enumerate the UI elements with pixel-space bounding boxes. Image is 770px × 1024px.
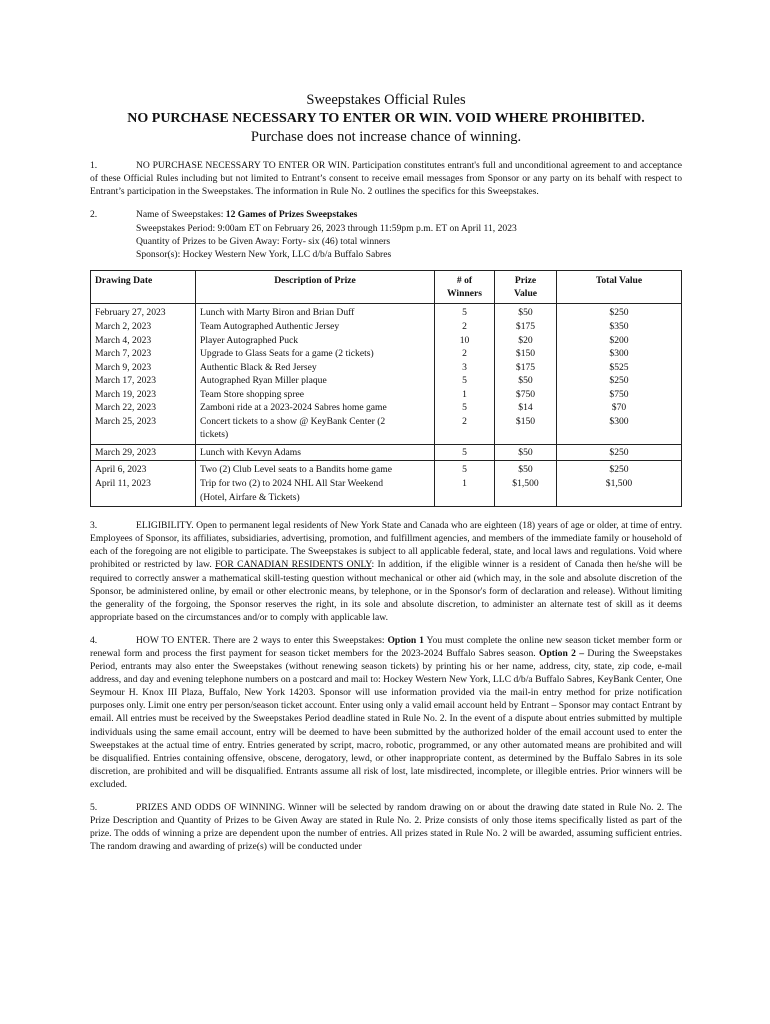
total-value: $350 bbox=[609, 321, 629, 333]
rule-3-text-b: : In addition, if the eligible winner is a resident of Canada then he/she will be required to correctly answer a mathematical skill-testing question without mechanical or other aid (which may, in the sole and absolute discretion of the Sponsor, be administered online, by email or other electronic means, by telephone, or in the Sponsor's form of declaration and release). Without limiting the generality of the forgoing, the Sponsor reserves the right, in its sole and absolute discretion, to administer an alternate test of skill as it deems appropriate based on the circumstances and/or to comply with applicable law. bbox=[90, 559, 682, 623]
prize-description: Two (2) Club Level seats to a Bandits home game bbox=[200, 464, 392, 476]
prize-description: (Hotel, Airfare & Tickets) bbox=[200, 491, 300, 503]
drawing-date: March 29, 2023 bbox=[95, 446, 157, 458]
prize-value: $20 bbox=[518, 334, 533, 346]
rule-4 bbox=[90, 634, 682, 791]
document-page bbox=[90, 92, 682, 863]
prize-description: Lunch with Marty Biron and Brian Duff bbox=[200, 307, 355, 319]
prize-value: $50 bbox=[518, 375, 533, 387]
block1-totals bbox=[557, 304, 682, 444]
block3-descriptions bbox=[196, 461, 435, 507]
rule-3-number: 3. bbox=[90, 520, 98, 532]
header-drawing-date: Drawing Date bbox=[91, 271, 196, 304]
block2-total-cell bbox=[557, 444, 682, 461]
winner-count: 2 bbox=[462, 321, 467, 333]
drawing-date: March 9, 2023 bbox=[95, 361, 152, 373]
drawing-date: March 17, 2023 bbox=[95, 375, 157, 387]
drawing-date: April 11, 2023 bbox=[95, 478, 151, 490]
prize-description: Autographed Ryan Miller plaque bbox=[200, 375, 327, 387]
rule-5-number: 5. bbox=[90, 802, 98, 813]
winner-count: 2 bbox=[462, 415, 467, 427]
prize-value: $175 bbox=[515, 361, 536, 373]
header-description: Description of Prize bbox=[196, 271, 435, 304]
prize-value: $14 bbox=[518, 402, 533, 414]
winner-count: 3 bbox=[462, 361, 467, 373]
prize-value: $50 bbox=[518, 307, 533, 319]
rule-4-text-b: You must complete the online new season ticket member form or renewal form and process the first payment for season ticket members for the 2023-2024 Buffalo Sabres season. bbox=[90, 634, 682, 659]
drawing-date: March 19, 2023 bbox=[95, 388, 157, 400]
winner-count: 5 bbox=[462, 446, 467, 458]
no-purchase-heading: NO PURCHASE NECESSARY TO ENTER OR WIN. VOID WHERE PROHIBITED. bbox=[127, 111, 645, 126]
total-value: $70 bbox=[611, 402, 627, 414]
drawing-date: March 7, 2023 bbox=[95, 348, 152, 360]
document-title: Sweepstakes Official Rules bbox=[306, 92, 466, 108]
canadian-residents-heading: FOR CANADIAN RESIDENTS ONLY bbox=[215, 559, 372, 571]
winner-count: 5 bbox=[462, 307, 467, 319]
rule-3 bbox=[90, 519, 682, 624]
block1-winners bbox=[435, 304, 495, 444]
winner-count: 10 bbox=[459, 334, 470, 346]
block2-date-cell bbox=[91, 444, 196, 461]
prize-value: $1,500 bbox=[512, 478, 539, 490]
winner-count: 5 bbox=[462, 402, 467, 414]
winner-count: 5 bbox=[462, 464, 467, 476]
prize-table-header bbox=[91, 271, 682, 304]
drawing-date: March 25, 2023 bbox=[95, 415, 157, 427]
prize-quantity: Quantity of Prizes to be Given Away: Forty- six (46) total winners bbox=[136, 235, 391, 247]
sweepstakes-name-label: Name of Sweepstakes: bbox=[136, 209, 226, 221]
drawing-date: March 4, 2023 bbox=[95, 334, 152, 346]
prize-value: $50 bbox=[518, 446, 533, 458]
prize-block-1 bbox=[91, 304, 682, 444]
rule-3-text-a: ELIGIBILITY. Open to permanent legal residents of New York State and Canada who are eighteen (18) years of age or older, at time of entry. Employees of Sponsor, its affiliates, subsidiaries, advertising, promotion, and fulfillment agencies, and members of the immediate family or household of each of the foregoing are not eligible to participate. The Sweepstakes is subject to all applicable federal, state, and local laws and regulations. Void where prohibited or restricted by law. bbox=[90, 520, 682, 571]
sponsor-line: Sponsor(s): Hockey Western New York, LLC d/b/a Buffalo Sabres bbox=[136, 249, 392, 261]
prize-value: $175 bbox=[515, 321, 536, 333]
option-2-label: Option 2 – bbox=[538, 647, 585, 659]
total-value: $525 bbox=[609, 361, 629, 373]
block3-totals bbox=[557, 461, 682, 507]
prize-value: $50 bbox=[518, 464, 533, 476]
sweepstakes-period: Sweepstakes Period: 9:00am ET on February 26, 2023 through 11:59pm p.m. ET on April 11, 2023 bbox=[136, 222, 517, 234]
prize-block-3 bbox=[91, 461, 682, 507]
sweepstakes-name-value: 12 Games of Prizes Sweepstakes bbox=[225, 209, 358, 221]
prize-description: Trip for two (2) to 2024 NHL All Star Weekend bbox=[200, 478, 384, 490]
drawing-date: March 22, 2023 bbox=[95, 402, 157, 414]
prize-description: Upgrade to Glass Seats for a game (2 tickets) bbox=[200, 348, 374, 360]
total-value: $750 bbox=[609, 388, 629, 400]
prize-description: Team Store shopping spree bbox=[200, 388, 305, 400]
total-value: $250 bbox=[609, 446, 629, 458]
block1-descriptions bbox=[196, 304, 435, 444]
prize-table bbox=[90, 270, 682, 507]
block2-desc-cell bbox=[196, 444, 435, 461]
rule-2-number: 2. bbox=[90, 209, 98, 221]
rule-4-text-a: HOW TO ENTER. There are 2 ways to enter this Sweepstakes: bbox=[136, 634, 388, 646]
prize-description: Authentic Black & Red Jersey bbox=[200, 361, 317, 373]
drawing-date: February 27, 2023 bbox=[95, 307, 166, 319]
rule-1-number: 1. bbox=[90, 160, 98, 171]
rule-4-text-c: During the Sweepstakes Period, entrants may also enter the Sweepstakes (without renewing season tickets) by printing his or her name, address, city, state, zip code, e-mail address, and day and evening telephone numbers on a postcard and mail to: Hockey Western New York, LLC d/b/a Buffalo Sabres, KeyBank Center, One Seymour H. Knox III Plaza, Buffalo, New York 14203. Sponsor will use information provided via the mail-in entry method for prize notification purposes only. Limit one entry per person/season ticket account. Enter using only a valid email account held by Entrant – Sponsor may contact Entrant by email. All entries must be received by the Sweepstakes Period deadline stated in Rule No. 2. In the event of a dispute about entries submitted by multiple individuals using the same email account, entry will be deemed to have been submitted by the authorized holder of the email account used to enter the Sweepstakes at the actual time of entry. Entries generated by script, macro, robotic, programmed, or any other automated means are prohibited and will be disqualified. Entries containing offensive, obscene, derogatory, lewd, or other inappropriate content, as determined by the Buffalo Sabres in its sole discretion, are prohibited and will be disqualified. Entrants assume all risk of lost, late misdirected, incomplete, or illegible entries. Prior winners will be excluded. bbox=[90, 647, 682, 790]
header-prize-value-line2: Value bbox=[513, 288, 538, 300]
block2-value-cell bbox=[495, 444, 557, 461]
winner-count: 1 bbox=[462, 478, 467, 490]
rule-5 bbox=[90, 801, 682, 853]
block1-values bbox=[495, 304, 557, 444]
sweepstakes-name bbox=[136, 208, 517, 221]
rule-2 bbox=[90, 208, 682, 261]
rule-5-text: PRIZES AND ODDS OF WINNING. Winner will be selected by random drawing on or about the drawing date stated in Rule No. 2. The Prize Description and Quantity of Prizes to be Given Away are stated in Rule No. 2. Prize consists of only those items specifically listed as part of the prize. The odds of winning a prize are dependent upon the number of entries. All prizes stated in Rule No. 2 will be awarded, assuming sufficient entries. The random drawing and awarding of prize(s) will be conducted under bbox=[90, 802, 682, 853]
title-block bbox=[90, 92, 682, 147]
block3-winners bbox=[435, 461, 495, 507]
prize-block-2 bbox=[91, 444, 682, 461]
total-value: $200 bbox=[609, 334, 629, 346]
rule-4-number: 4. bbox=[90, 634, 98, 646]
winner-count: 1 bbox=[462, 388, 467, 400]
purchase-disclaimer: Purchase does not increase chance of winning. bbox=[250, 129, 522, 145]
drawing-date: April 6, 2023 bbox=[95, 464, 147, 476]
prize-value: $750 bbox=[515, 388, 536, 400]
total-value: $250 bbox=[609, 375, 629, 387]
total-value: $300 bbox=[609, 415, 629, 427]
header-prize-value-line1: Prize bbox=[514, 275, 537, 287]
prize-value: $150 bbox=[515, 348, 536, 360]
prize-description: Lunch with Kevyn Adams bbox=[200, 446, 301, 458]
block3-values bbox=[495, 461, 557, 507]
winner-count: 2 bbox=[462, 348, 467, 360]
header-winners-line2: Winners bbox=[446, 288, 482, 300]
winner-count: 5 bbox=[462, 375, 467, 387]
drawing-date: March 2, 2023 bbox=[95, 321, 152, 333]
header-winners-line1: # of bbox=[456, 275, 473, 287]
rule-1 bbox=[90, 159, 682, 198]
prize-description: Concert tickets to a show @ KeyBank Center (2 bbox=[200, 415, 386, 427]
prize-description: Zamboni ride at a 2023-2024 Sabres home game bbox=[200, 402, 387, 414]
block3-dates bbox=[91, 461, 196, 507]
total-value: $250 bbox=[609, 307, 629, 319]
total-value: $1,500 bbox=[605, 478, 633, 490]
prize-description: Team Autographed Authentic Jersey bbox=[200, 321, 340, 333]
prize-value: $150 bbox=[515, 415, 536, 427]
option-1-label: Option 1 bbox=[387, 634, 424, 646]
prize-description: tickets) bbox=[200, 429, 229, 441]
rule-1-text: NO PURCHASE NECESSARY TO ENTER OR WIN. Participation constitutes entrant's full and unconditional agreement to and acceptance of these Official Rules including but not limited to Entrant’s consent to receive email messages from Sponsor or any party on its behalf with respect to Entrant’s participation in the Sweepstakes. The information in Rule No. 2 outlines the specifics for this Sweepstakes. bbox=[90, 160, 682, 198]
header-prize-value bbox=[495, 271, 557, 304]
block2-winners-cell bbox=[435, 444, 495, 461]
header-total-value: Total Value bbox=[557, 271, 682, 304]
header-winners bbox=[435, 271, 495, 304]
prize-description: Player Autographed Puck bbox=[200, 334, 299, 346]
total-value: $250 bbox=[609, 464, 629, 476]
block1-dates bbox=[91, 304, 196, 444]
total-value: $300 bbox=[609, 348, 629, 360]
